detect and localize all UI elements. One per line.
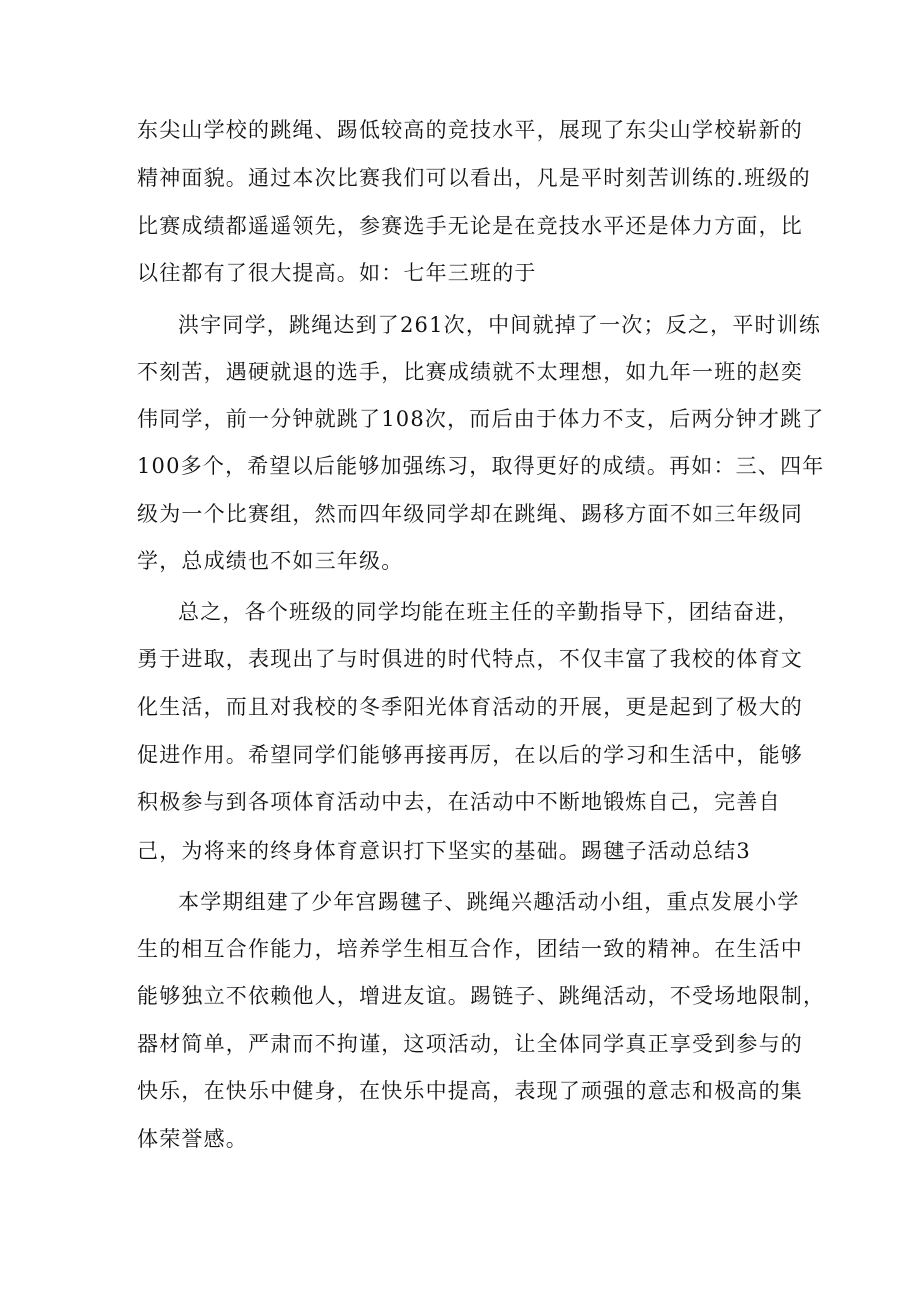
paragraph-line: 化生活，而且对我校的冬季阳光体育活动的开展，更是起到了极大的 — [137, 695, 803, 719]
paragraph-line: 总之，各个班级的同学均能在班主任的辛勤指导下，团结奋进， — [178, 600, 800, 624]
paragraph-line: 不刻苦，遇硬就退的选手，比赛成绩就不太理想，如九年一班的赵奕 — [137, 360, 803, 384]
paragraph-line: 体荣誉感。 — [137, 1127, 248, 1151]
paragraph-line: 伟同学，前一分钟就跳了108次，而后由于体力不支，后两分钟才跳了 — [137, 407, 825, 431]
paragraph-line: 己，为将来的终身体育意识打下坚实的基础。踢毽子活动总结3 — [137, 839, 751, 863]
paragraph-line: 勇于进取，表现出了与时俱进的时代特点，不仅丰富了我校的体育文 — [137, 647, 803, 671]
paragraph-line: 比赛成绩都遥遥领先，参赛选手无论是在竞技水平还是体力方面，比 — [137, 214, 803, 238]
paragraph-line: 精神面貌。通过本次比赛我们可以看出，凡是平时刻苦训练的.班级的 — [137, 166, 811, 190]
paragraph-line: 级为一个比赛组，然而四年级同学却在跳绳、踢移方面不如三年级同 — [137, 502, 803, 526]
paragraph-line: 能够独立不依赖他人，增进友谊。踢链子、跳绳活动，不受场地限制， — [137, 984, 826, 1008]
paragraph-line: 100多个，希望以后能够加强练习，取得更好的成绩。再如：三、四年 — [137, 454, 825, 478]
paragraph-line: 生的相互合作能力，培养学生相互合作，团结一致的精神。在生活中 — [137, 937, 803, 961]
paragraph-line: 积极参与到各项体育活动中去，在活动中不断地锻炼自己，完善自 — [137, 790, 781, 814]
paragraph-line: 洪宇同学，跳绳达到了261次，中间就掉了一次；反之，平时训练 — [178, 313, 822, 337]
paragraph-line: 东尖山学校的跳绳、踢低较高的竞技水平，展现了东尖山学校崭新的 — [137, 118, 803, 142]
paragraph-line: 快乐，在快乐中健身，在快乐中提高，表现了顽强的意志和极高的集 — [137, 1079, 803, 1103]
paragraph-line: 器材简单，严肃而不拘谨，这项活动，让全体同学真正享受到参与的 — [137, 1032, 803, 1056]
paragraph-line: 本学期组建了少年宫踢毽子、跳绳兴趣活动小组，重点发展小学 — [178, 890, 800, 914]
paragraph-line: 以往都有了很大提高。如：七年三班的于 — [137, 261, 537, 285]
paragraph-line: 学，总成绩也不如三年级。 — [137, 549, 404, 573]
paragraph-line: 促进作用。希望同学们能够再接再厉，在以后的学习和生活中，能够 — [137, 743, 803, 767]
